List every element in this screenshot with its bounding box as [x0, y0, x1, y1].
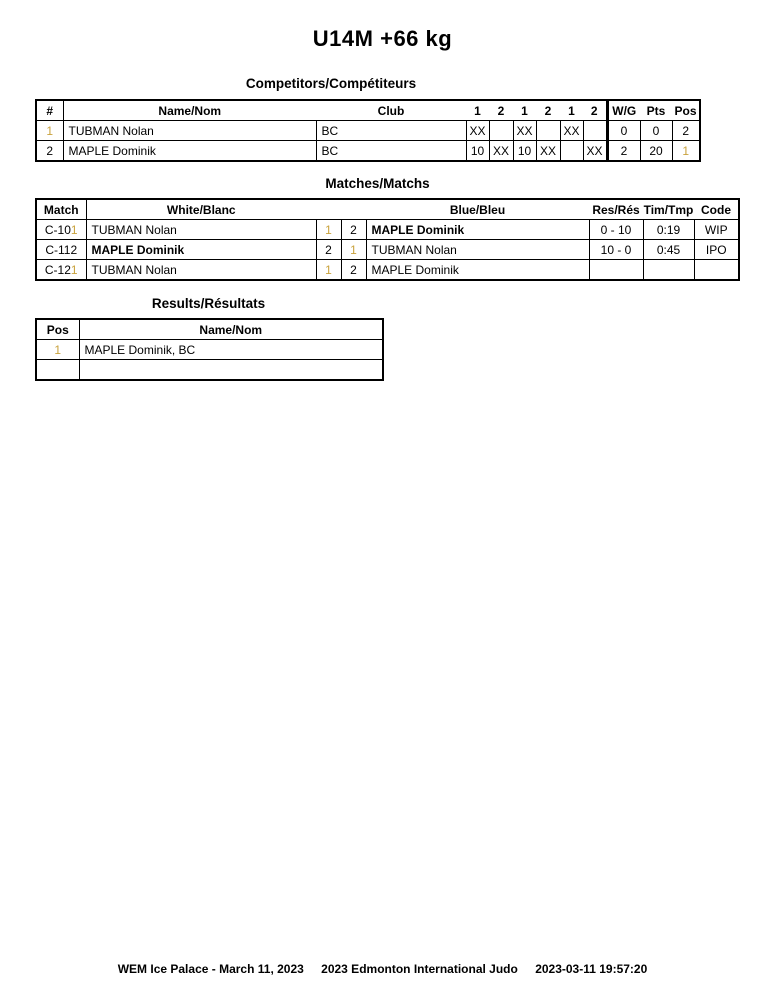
match-row [36, 260, 739, 281]
match-id-suffix: 1 [70, 222, 78, 237]
competitor-club: BC [316, 121, 466, 141]
wg-value: 2 [607, 141, 640, 162]
white-name: TUBMAN Nolan [86, 220, 316, 240]
match-result: 10 - 0 [589, 240, 643, 260]
col-header-pos: Pos [672, 100, 700, 121]
col-header-round-1: 1 [466, 100, 489, 121]
match-result: 0 - 10 [589, 220, 643, 240]
result-name: MAPLE Dominik, BC [79, 340, 383, 360]
col-header-pos: Pos [36, 319, 79, 340]
score-cell [489, 121, 513, 141]
score-cell: XX [536, 141, 560, 162]
result-pos: 1 [36, 340, 79, 360]
score-cell: XX [489, 141, 513, 162]
col-header-res: Res/Rés [589, 199, 643, 220]
col-header-club: Club [316, 100, 466, 121]
col-header-tim: Tim/Tmp [643, 199, 694, 220]
white-name: MAPLE Dominik [86, 240, 316, 260]
blue-number: 2 [341, 260, 366, 281]
competitors-header-row [36, 100, 700, 121]
col-header-name: Name/Nom [63, 100, 316, 121]
match-time: 0:19 [643, 220, 694, 240]
result-pos [36, 360, 79, 381]
competitor-club: BC [316, 141, 466, 162]
matches-header-row [36, 199, 739, 220]
blue-name: TUBMAN Nolan [366, 240, 589, 260]
footer-timestamp: 2023-03-11 19:57:20 [535, 962, 648, 976]
col-header-wg: W/G [607, 100, 640, 121]
section-title-matches: Matches/Matchs [325, 176, 430, 191]
pts-value: 20 [640, 141, 672, 162]
match-id-suffix: 1 [70, 262, 78, 277]
col-header-round-6: 2 [583, 100, 607, 121]
competitor-number: 2 [36, 141, 63, 162]
col-header-name: Name/Nom [79, 319, 383, 340]
pts-value: 0 [640, 121, 672, 141]
col-header-pts: Pts [640, 100, 672, 121]
col-header-code: Code [694, 199, 739, 220]
result-name [79, 360, 383, 381]
match-id [36, 260, 86, 281]
match-id [36, 240, 86, 260]
result-row [36, 360, 383, 381]
blue-number: 2 [341, 220, 366, 240]
blue-name: MAPLE Dominik [366, 260, 589, 281]
match-time: 0:45 [643, 240, 694, 260]
score-cell [583, 121, 607, 141]
results-header-row [36, 319, 383, 340]
competitor-name: MAPLE Dominik [63, 141, 316, 162]
results-table [35, 318, 384, 381]
score-cell: 10 [466, 141, 489, 162]
match-code: IPO [694, 240, 739, 260]
competitor-row [36, 141, 700, 162]
match-id-prefix: C-12 [44, 262, 71, 277]
col-header-match: Match [36, 199, 86, 220]
score-cell: XX [466, 121, 489, 141]
section-title-results: Results/Résultats [151, 296, 266, 311]
col-header-num: # [36, 100, 63, 121]
result-row [36, 340, 383, 360]
page-title: U14M +66 kg [312, 26, 453, 51]
col-header-round-4: 2 [536, 100, 560, 121]
score-cell [536, 121, 560, 141]
col-header-round-5: 1 [560, 100, 583, 121]
footer-event-name: 2023 Edmonton International Judo [321, 962, 518, 976]
col-header-white: White/Blanc [86, 199, 316, 220]
match-id [36, 220, 86, 240]
col-header-blue-num [341, 199, 366, 220]
col-header-round-3: 1 [513, 100, 536, 121]
white-number: 2 [316, 240, 341, 260]
match-code [694, 260, 739, 281]
wg-value: 0 [607, 121, 640, 141]
match-result [589, 260, 643, 281]
score-cell [560, 141, 583, 162]
section-title-competitors: Competitors/Compétiteurs [245, 76, 417, 91]
pos-value: 2 [672, 121, 700, 141]
match-time [643, 260, 694, 281]
score-cell: XX [513, 121, 536, 141]
page-footer [0, 962, 765, 976]
white-number: 1 [316, 220, 341, 240]
white-number: 1 [316, 260, 341, 281]
blue-name: MAPLE Dominik [366, 220, 589, 240]
match-id-prefix: C-10 [44, 222, 71, 237]
score-cell: 10 [513, 141, 536, 162]
blue-number: 1 [341, 240, 366, 260]
col-header-round-2: 2 [489, 100, 513, 121]
competitor-name: TUBMAN Nolan [63, 121, 316, 141]
match-row [36, 240, 739, 260]
competitor-number: 1 [36, 121, 63, 141]
match-id-prefix: C-112 [45, 242, 78, 257]
col-header-white-num [316, 199, 341, 220]
competitor-row [36, 121, 700, 141]
pos-value: 1 [672, 141, 700, 162]
matches-table [35, 198, 740, 281]
footer-venue-date: WEM Ice Palace - March 11, 2023 [117, 962, 304, 976]
score-cell: XX [583, 141, 607, 162]
match-code: WIP [694, 220, 739, 240]
competitors-table [35, 99, 701, 162]
match-row [36, 220, 739, 240]
score-cell: XX [560, 121, 583, 141]
col-header-blue: Blue/Bleu [366, 199, 589, 220]
white-name: TUBMAN Nolan [86, 260, 316, 281]
